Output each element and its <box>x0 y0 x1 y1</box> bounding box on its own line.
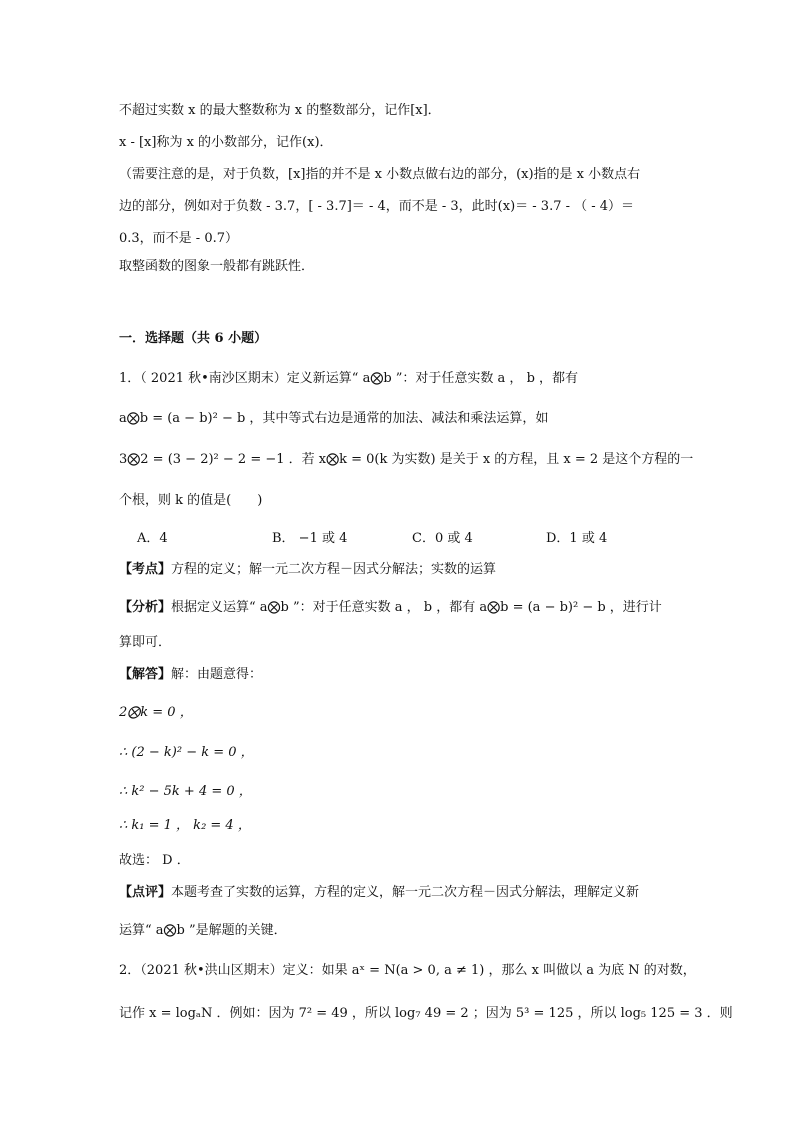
jieda-text: 解：由题意得： <box>171 667 263 682</box>
solution-step-4: ∴ k₁ = 1 ， k₂ = 4 ， <box>119 818 251 833</box>
section-title: 一．选择题（共 6 小题） <box>119 331 268 346</box>
solution-step-3: ∴ k² − 5k + 4 = 0 ， <box>119 784 252 799</box>
intro-line-2: x - [x]称为 x 的小数部分，记作(x)． <box>119 135 333 150</box>
intro-note-3: 0.3，而不是 - 0.7） <box>119 231 239 246</box>
kaodian-row <box>119 561 496 579</box>
dianping-text-1: 本题考查了实数的运算，方程的定义，解一元二次方程－因式分解法，理解定义新 <box>171 885 640 900</box>
dianping-row-2: 运算“ a⨂b ”是解题的关键． <box>119 923 287 938</box>
q1-choice-b: B． −1 或 4 <box>272 531 348 546</box>
intro-note-1: （需要注意的是，对于负数，[x]指的并不是 x 小数点做右边的部分，(x)指的是 x 小数点右 <box>119 167 641 182</box>
fenxi-row-2: 算即可． <box>119 635 172 650</box>
intro-note-2: 边的部分，例如对于负数 - 3.7，[ - 3.7]＝ - 4，而不是 - 3，此时(x)＝ - 3.7 - （ - 4）＝ <box>119 199 635 214</box>
dianping-tag: 【点评】 <box>119 885 172 900</box>
q1-line-1: 1．（ 2021 秋•南沙区期末）定义新运算“ a⨂b ”：对于任意实数 a ， b ，都有 <box>119 371 579 386</box>
q1-line-4: 个根，则 k 的值是( ) <box>119 493 263 508</box>
solution-step-1: 2⨂k = 0 ， <box>119 705 193 720</box>
q1-line-3: 3⨂2 = (3 − 2)² − 2 = −1 ．若 x⨂k = 0(k 为实数) 是关于 x 的方程，且 x = 2 是这个方程的一 <box>119 452 694 467</box>
q2-line-2: 记作 x = logₐN ．例如：因为 7² = 49 ，所以 log₇ 49 = 2 ；因为 5³ = 125 ，所以 log₅ 125 = 3 ．则 <box>119 1006 733 1021</box>
kaodian-tag: 【考点】 <box>119 562 172 577</box>
fenxi-row-1 <box>119 599 662 617</box>
dianping-row-1 <box>119 884 639 902</box>
q2-line-1: 2．（2021 秋•洪山区期末）定义：如果 aˣ = N(a > 0, a ≠ 1) ，那么 x 叫做以 a 为底 N 的对数， <box>119 963 696 978</box>
fenxi-text-1: 根据定义运算“ a⨂b ”：对于任意实数 a ， b ，都有 a⨂b = (a − b)² − b ，进行计 <box>171 600 662 615</box>
intro-line-3: 取整函数的图象一般都有跳跃性． <box>119 259 315 274</box>
answer-line: 故选： D ． <box>119 853 190 868</box>
q1-choice-a: A．4 <box>137 531 168 546</box>
jieda-tag: 【解答】 <box>119 667 172 682</box>
kaodian-text: 方程的定义；解一元二次方程－因式分解法；实数的运算 <box>171 562 497 577</box>
q1-choice-c: C．0 或 4 <box>412 531 473 546</box>
q1-choice-d: D．1 或 4 <box>546 531 608 546</box>
q1-line-2: a⨂b = (a − b)² − b ，其中等式右边是通常的加法、减法和乘法运算，如 <box>119 411 549 426</box>
solution-step-2: ∴ (2 − k)² − k = 0 ， <box>119 745 254 760</box>
intro-line-1: 不超过实数 x 的最大整数称为 x 的整数部分，记作[x]． <box>119 103 441 118</box>
jieda-row <box>119 666 262 684</box>
fenxi-tag: 【分析】 <box>119 600 172 615</box>
